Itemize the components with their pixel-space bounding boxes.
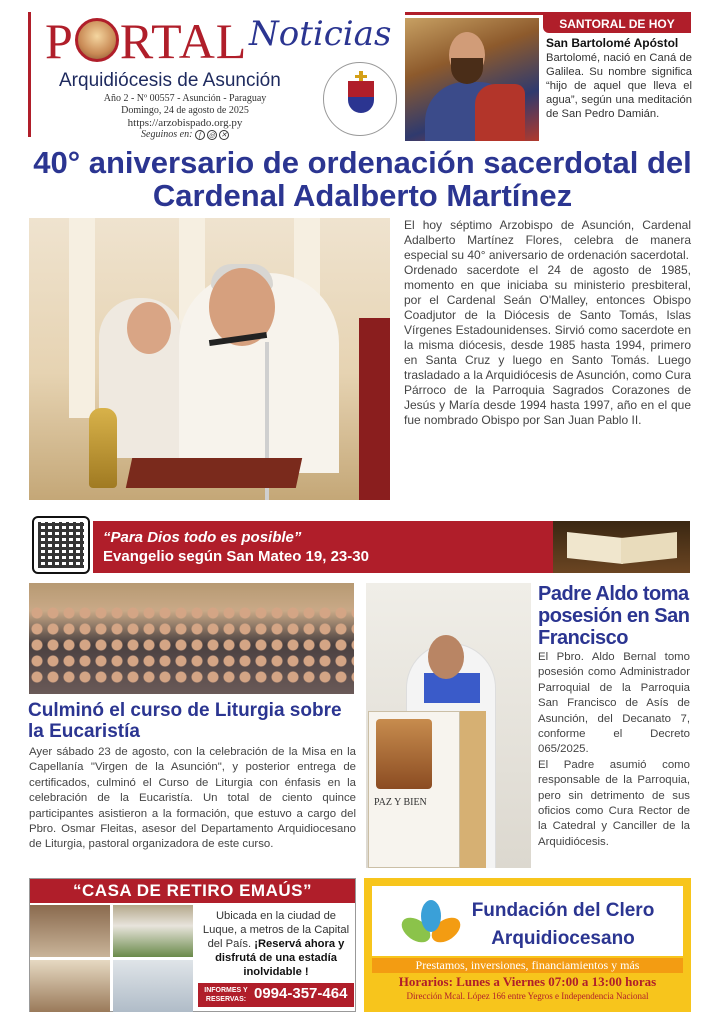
date-line: Domingo, 24 de agosto de 2025 <box>121 105 249 116</box>
x-icon[interactable]: ✕ <box>219 130 229 140</box>
gospel-reference: Evangelio según San Mateo 19, 23-30 <box>103 548 369 565</box>
saint-image <box>405 18 539 141</box>
main-paragraph-2: Ordenado sacerdote el 24 de agosto de 1985, momento en que iniciaba su ministerio presbiteral, por el Cardenal Seán O'Malley, entonces Obispo Coadjutor de la Diócesis de Santo Tomás, Islas Vírgenes Estadounidenses. Sirvió como sacerdote en la misma diócesis, desde 1985 hasta 1994, primero en Santa Cruz y luego en Santo Tomás. Luego trasladado a la Arquidiócesis de Asunción, como Cura Párroco de la Parroquia Sagrados Corazones de Jesús y María desde 1994 hasta 1997, año en el que fue nombrado Obispo por San Juan Pablo II. <box>404 263 691 427</box>
fundacion-services: Prestamos, inversiones, financiamientos y más <box>372 958 683 973</box>
emaus-phone-box[interactable] <box>198 983 354 1007</box>
chalice-icon <box>89 408 117 488</box>
social-row <box>85 129 285 141</box>
cardinal-photo <box>29 218 390 500</box>
fundacion-address: Dirección Mcal. López 166 entre Yegros e Independencia Nacional <box>406 991 649 1001</box>
follow-label: Seguinos en: <box>141 129 193 140</box>
aldo-paragraph-1: El Pbro. Aldo Bernal tomo posesión como Administrador Parroquial de la Parroquia San Francisco de Asís de Asunción, del Decanato 7, conforme el Decreto 065/2025. <box>538 651 690 756</box>
website-link[interactable]: https://arzobispado.org.py <box>127 117 243 129</box>
instagram-icon[interactable]: ◎ <box>208 130 215 139</box>
fundacion-logo-icon <box>402 900 460 948</box>
fundacion-title-1: Fundación del Clero <box>471 900 655 921</box>
archdiocese-seal-icon <box>323 62 397 136</box>
santoral-box <box>405 12 691 138</box>
aldo-body <box>538 650 690 850</box>
emaus-photos <box>30 905 194 1013</box>
brand-logo-rest: RTAL <box>119 13 248 69</box>
brand-logo[interactable] <box>45 13 248 69</box>
paz-y-bien-caption: PAZ Y BIEN <box>374 797 427 808</box>
liturgy-headline[interactable]: Culminó el curso de Liturgia sobre la Eucaristía <box>28 700 342 742</box>
emaus-title: “CASA DE RETIRO EMAÚS” <box>30 879 355 903</box>
main-article-body <box>404 218 691 428</box>
gospel-quote: “Para Dios todo es posible” <box>103 529 302 546</box>
fundacion-ad[interactable] <box>364 878 691 1012</box>
saint-description: Bartolomé, nació en Caná de Galilea. Su nombre significa “hijo de aquel que lleva el agua”, según una meditación de San Pedro Damián. <box>546 52 692 120</box>
main-paragraph-1: El hoy séptimo Arzobispo de Asunción, Cardenal Adalberto Martínez Flores, celebra de manera especial su 40° aniversario de ordenación sacerdotal. <box>404 218 691 262</box>
masthead-subtitle: Arquidiócesis de Asunción <box>59 70 281 91</box>
fundacion-hours: Horarios: Lunes a Viernes 07:00 a 13:00 horas <box>398 974 657 989</box>
emaus-description <box>198 909 354 979</box>
masthead-meta <box>85 93 285 141</box>
santoral-header: SANTORAL DE HOY <box>543 15 691 33</box>
aldo-photo <box>366 583 531 868</box>
phone-label: INFORMES Y RESERVAS: <box>204 987 248 1003</box>
saint-name: San Bartolomé Apóstol <box>546 36 679 50</box>
bible-image <box>553 521 690 573</box>
facebook-icon[interactable]: f <box>195 130 205 140</box>
shield-icon <box>348 81 374 113</box>
liturgy-group-photo <box>29 583 354 694</box>
emaus-location: Ubicada en la ciudad de Luque, a metros de la Capital del País. <box>202 910 350 950</box>
brand-logo-script: Noticias <box>249 14 392 54</box>
liturgy-body: Ayer sábado 23 de agosto, con la celebración de la Misa en la Capellanía "Virgen de la Asunción", y posterior entrega de certificados, culminó el Curso de Liturgia con énfasis en la celebración de la Eucaristía. Un total de ciento quince participantes asistieron a la formación, que estuvo a cargo del Pbro. Osmar Fleitas, asesor del Departamento Arquidiocesano de Liturgia, pastoral organizadora de este curso. <box>29 746 356 851</box>
main-headline[interactable]: 40° aniversario de ordenación sacerdotal del Cardenal Adalberto Martínez <box>33 145 692 213</box>
marian-medal-icon <box>75 18 119 62</box>
issue-line: Año 2 - Nº 00557 - Asunción - Paraguay <box>103 93 267 104</box>
phone-number[interactable]: 0994-357-464 <box>254 985 348 1002</box>
brand-logo-p: P <box>45 13 74 69</box>
saint-francis-icon <box>376 719 432 789</box>
aldo-paragraph-2: El Padre asumió como responsable de la Parroquia, pero sin detrimento de sus oficios como Cura Rector de la Catedral y Canciller de la Arquidiócesis. <box>538 758 690 848</box>
masthead <box>28 12 398 140</box>
qr-code-icon[interactable] <box>32 516 90 574</box>
fundacion-title-2: Arquidiocesano <box>491 928 635 949</box>
aldo-headline[interactable]: Padre Aldo toma posesión en San Francisco <box>538 583 690 649</box>
emaus-ad[interactable] <box>29 878 356 1012</box>
emaus-cta: ¡Reservá ahora y disfrutá de una estadía inolvidable ! <box>215 938 345 978</box>
